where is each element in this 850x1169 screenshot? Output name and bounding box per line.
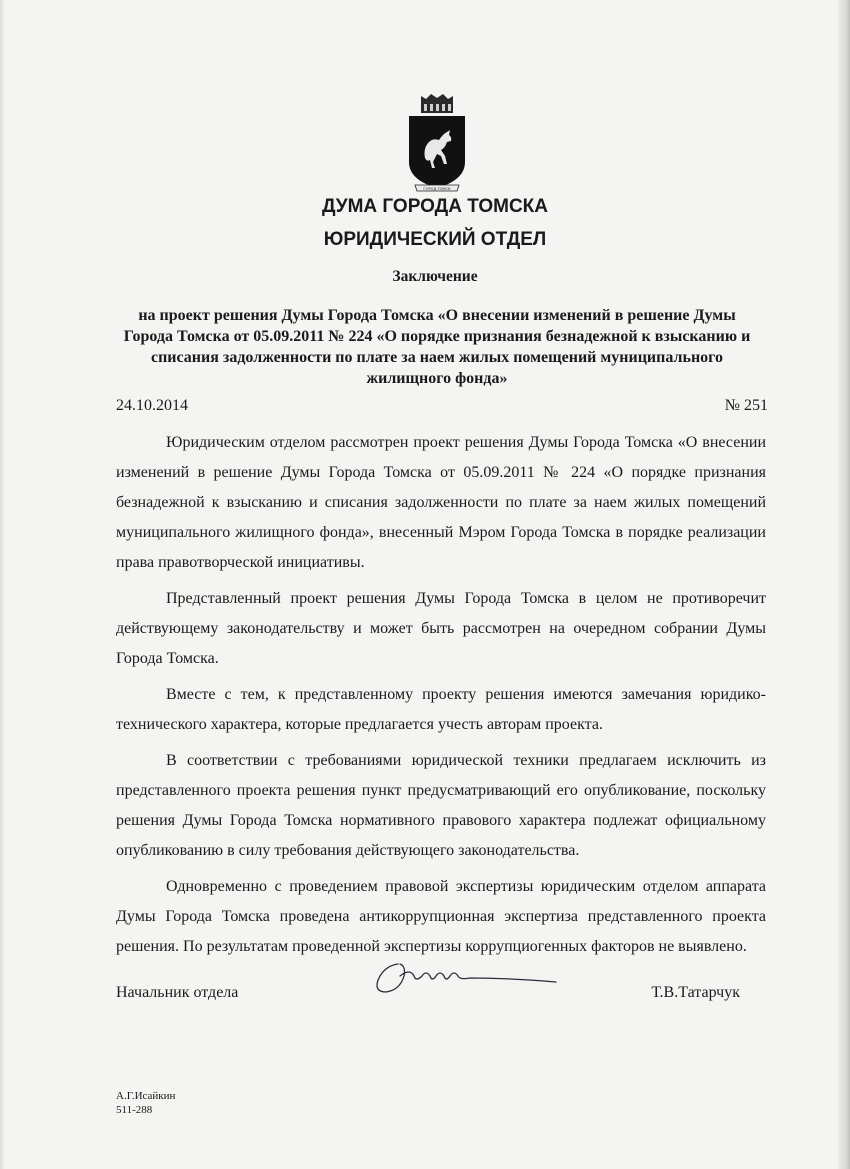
emblem-motto: ГОРОД ТОМСК: [423, 186, 451, 191]
document-body: [116, 428, 766, 968]
handwritten-signature: [370, 954, 560, 1004]
body-paragraph-3: Вместе с тем, к представленному проекту решения имеются замечания юридико-технического характера, которые предлагается учесть авторам проекта.: [116, 686, 766, 733]
body-paragraph-4: В соответствии с требованиями юридической техники предлагаем исключить из представленного проекта решения пункт предусматривающий его опубликование, поскольку решения Думы Города Томска нормативного правового характера подлежат официальному опубликованию в силу требования действующего законодательства.: [116, 752, 766, 859]
signature-stroke: [377, 964, 556, 992]
department-title: ЮРИДИЧЕСКИЙ ОТДЕЛ: [323, 229, 547, 250]
organization-title: ДУМА ГОРОДА ТОМСКА: [322, 196, 548, 217]
executor-name: А.Г.Исайкин: [116, 1090, 176, 1102]
document-number: № 251: [724, 397, 768, 414]
document-type: Заключение: [392, 268, 478, 285]
document-subject: на проект решения Думы Города Томска «О внесении изменений в решение Думы Города Томска от 05.09.2011 № 224 «О порядке признания безнадежной к взысканию и списания задолженности по плате за наем жилых помещений муниципального жилищного фонда»: [123, 307, 751, 387]
document-date: 24.10.2014: [116, 397, 188, 414]
executor-phone: 511-288: [116, 1104, 153, 1116]
signatory-position: Начальник отдела: [116, 984, 239, 1001]
body-paragraph-1: Юридическим отделом рассмотрен проект решения Думы Города Томска «О внесении изменений в решение Думы Города Томска от 05.09.2011 № 224 «О порядке признания безнадежной к взысканию и списания задолженности по плате за наем жилых помещений муниципального жилищного фонда», внесенный Мэром Города Томска в порядке реализации права правотворческой инициативы.: [116, 434, 766, 571]
scan-edge-left: [0, 0, 5, 1169]
signatory-name: Т.В.Татарчук: [651, 984, 740, 1001]
coat-of-arms-emblem: [405, 92, 469, 196]
executor-info: [116, 1089, 175, 1117]
crown-top: [421, 94, 453, 102]
body-paragraph-2: Представленный проект решения Думы Города Томска в целом не противоречит действующему законодательству и может быть рассмотрен на очередном собрании Думы Города Томска.: [116, 590, 766, 667]
scan-edge-right: [838, 0, 850, 1169]
body-paragraph-5: Одновременно с проведением правовой экспертизы юридическим отделом аппарата Думы Города Томска проведена антикоррупционная экспертиза представленного проекта решения. По результатам проведенной экспертизы коррупциогенных факторов не выявлено.: [116, 878, 766, 955]
